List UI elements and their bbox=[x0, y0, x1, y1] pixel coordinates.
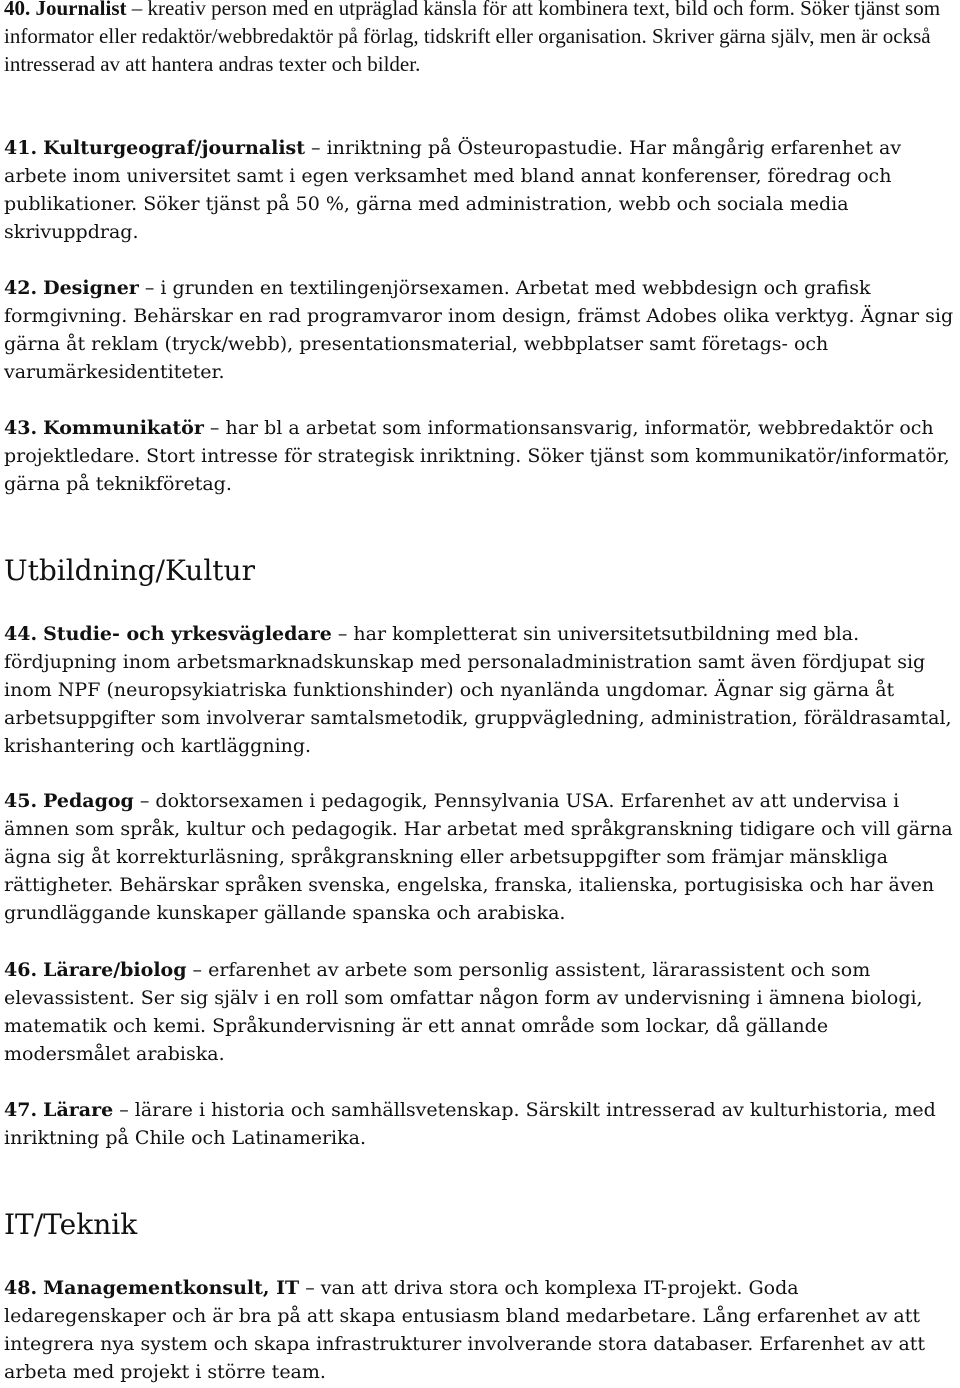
entry-40 bbox=[4, 0, 956, 78]
entry-44 bbox=[4, 620, 956, 760]
entry-text: – kreativ person med en utpräglad känsla för att kombinera text, bild och form. Söker tjänst som informator eller redaktör/webbredaktör på förlag, tidskrift eller organisation. Skriver gärna själv, men är också intresserad av att hantera andras texter och bilder. bbox=[4, 0, 941, 76]
entry-text: – erfarenhet av arbete som personlig assistent, lärarassistent och som elevassistent. Ser sig själv i en roll som omfattar någon form av undervisning i ämnena biologi, matematik och kemi. Språkundervisning är ett annat område som lockar, då gällande modersmålet arabiska. bbox=[4, 959, 923, 1065]
entry-text: – inriktning på Östeuropastudie. Har mångårig erfarenhet av arbete inom universitet samt i egen verksamhet med bland annat konferenser, föredrag och publikationer. Söker tjänst på 50 %, gärna med administration, webb och sociala media skrivuppdrag. bbox=[4, 137, 902, 243]
entry-number: 40. bbox=[4, 0, 31, 20]
entry-number: 42. bbox=[4, 277, 38, 299]
section-heading-education: Utbildning/Kultur bbox=[4, 554, 255, 587]
entry-41 bbox=[4, 134, 956, 246]
entry-title: Kulturgeograf/journalist bbox=[43, 137, 306, 159]
entry-47 bbox=[4, 1096, 956, 1152]
entry-title: Studie- och yrkesvägledare bbox=[43, 623, 332, 645]
entry-title: Managementkonsult, IT bbox=[43, 1277, 300, 1299]
entry-text: – lärare i historia och samhällsvetenskap. Särskilt intresserad av kulturhistoria, med inriktning på Chile och Latinamerika. bbox=[4, 1099, 936, 1149]
entry-42 bbox=[4, 274, 956, 386]
entry-title: Kommunikatör bbox=[43, 417, 204, 439]
entry-46 bbox=[4, 956, 956, 1068]
entry-text: – i grunden en textilingenjörsexamen. Arbetat med webbdesign och grafisk formgivning. Behärskar en rad programvaror inom design, främst Adobes olika verktyg. Ägnar sig gärna åt reklam (tryck/webb), presentationsmaterial, webbplatser samt företags- och varumärkesidentiteter. bbox=[4, 277, 954, 383]
entry-title: Lärare bbox=[43, 1099, 114, 1121]
entry-title: Lärare/biolog bbox=[43, 959, 187, 981]
entry-text: – doktorsexamen i pedagogik, Pennsylvania USA. Erfarenhet av att undervisa i ämnen som språk, kultur och pedagogik. Har arbetat med språkgranskning tidigare och vill gärna ägna sig åt korrekturläsning, språkgranskning eller arbetsuppgifter som främjar mänskliga rättigheter. Behärskar språken svenska, engelska, franska, italienska, portugisiska och har även grundläggande kunskaper gällande spanska och arabiska. bbox=[4, 790, 953, 924]
entry-title: Journalist bbox=[35, 0, 127, 20]
entry-number: 44. bbox=[4, 623, 38, 645]
entry-43 bbox=[4, 414, 956, 498]
entry-number: 46. bbox=[4, 959, 38, 981]
entry-number: 48. bbox=[4, 1277, 38, 1299]
entry-text: – har bl a arbetat som informationsansvarig, informatör, webbredaktör och projektledare. Stort intresse för strategisk inriktning. Söker tjänst som kommunikatör/informatör, gärna på teknikföretag. bbox=[4, 417, 950, 495]
entry-number: 45. bbox=[4, 790, 38, 812]
entry-title: Designer bbox=[43, 277, 139, 299]
entry-number: 43. bbox=[4, 417, 38, 439]
entry-number: 47. bbox=[4, 1099, 38, 1121]
entry-text: – har kompletterat sin universitetsutbildning med bla. fördjupning inom arbetsmarknadskunskap med personaladministration samt även fördjupat sig inom NPF (neuropsykiatriska funktionshinder) och nyanlända ungdomar. Ägnar sig gärna åt arbetsuppgifter som involverar samtalsmetodik, gruppvägledning, administration, föräldrasamtal, krishantering och kartläggning. bbox=[4, 623, 952, 757]
entry-title: Pedagog bbox=[43, 790, 134, 812]
entry-48 bbox=[4, 1274, 956, 1386]
entry-45 bbox=[4, 787, 956, 927]
section-heading-it: IT/Teknik bbox=[4, 1208, 138, 1241]
entry-number: 41. bbox=[4, 137, 38, 159]
entry-text: – van att driva stora och komplexa IT-projekt. Goda ledaregenskaper och är bra på att skapa entusiasm bland medarbetare. Lång erfarenhet av att integrera nya system och skapa infrastrukturer involverande stora databaser. Erfarenhet av att arbeta med projekt i större team. bbox=[4, 1277, 926, 1383]
